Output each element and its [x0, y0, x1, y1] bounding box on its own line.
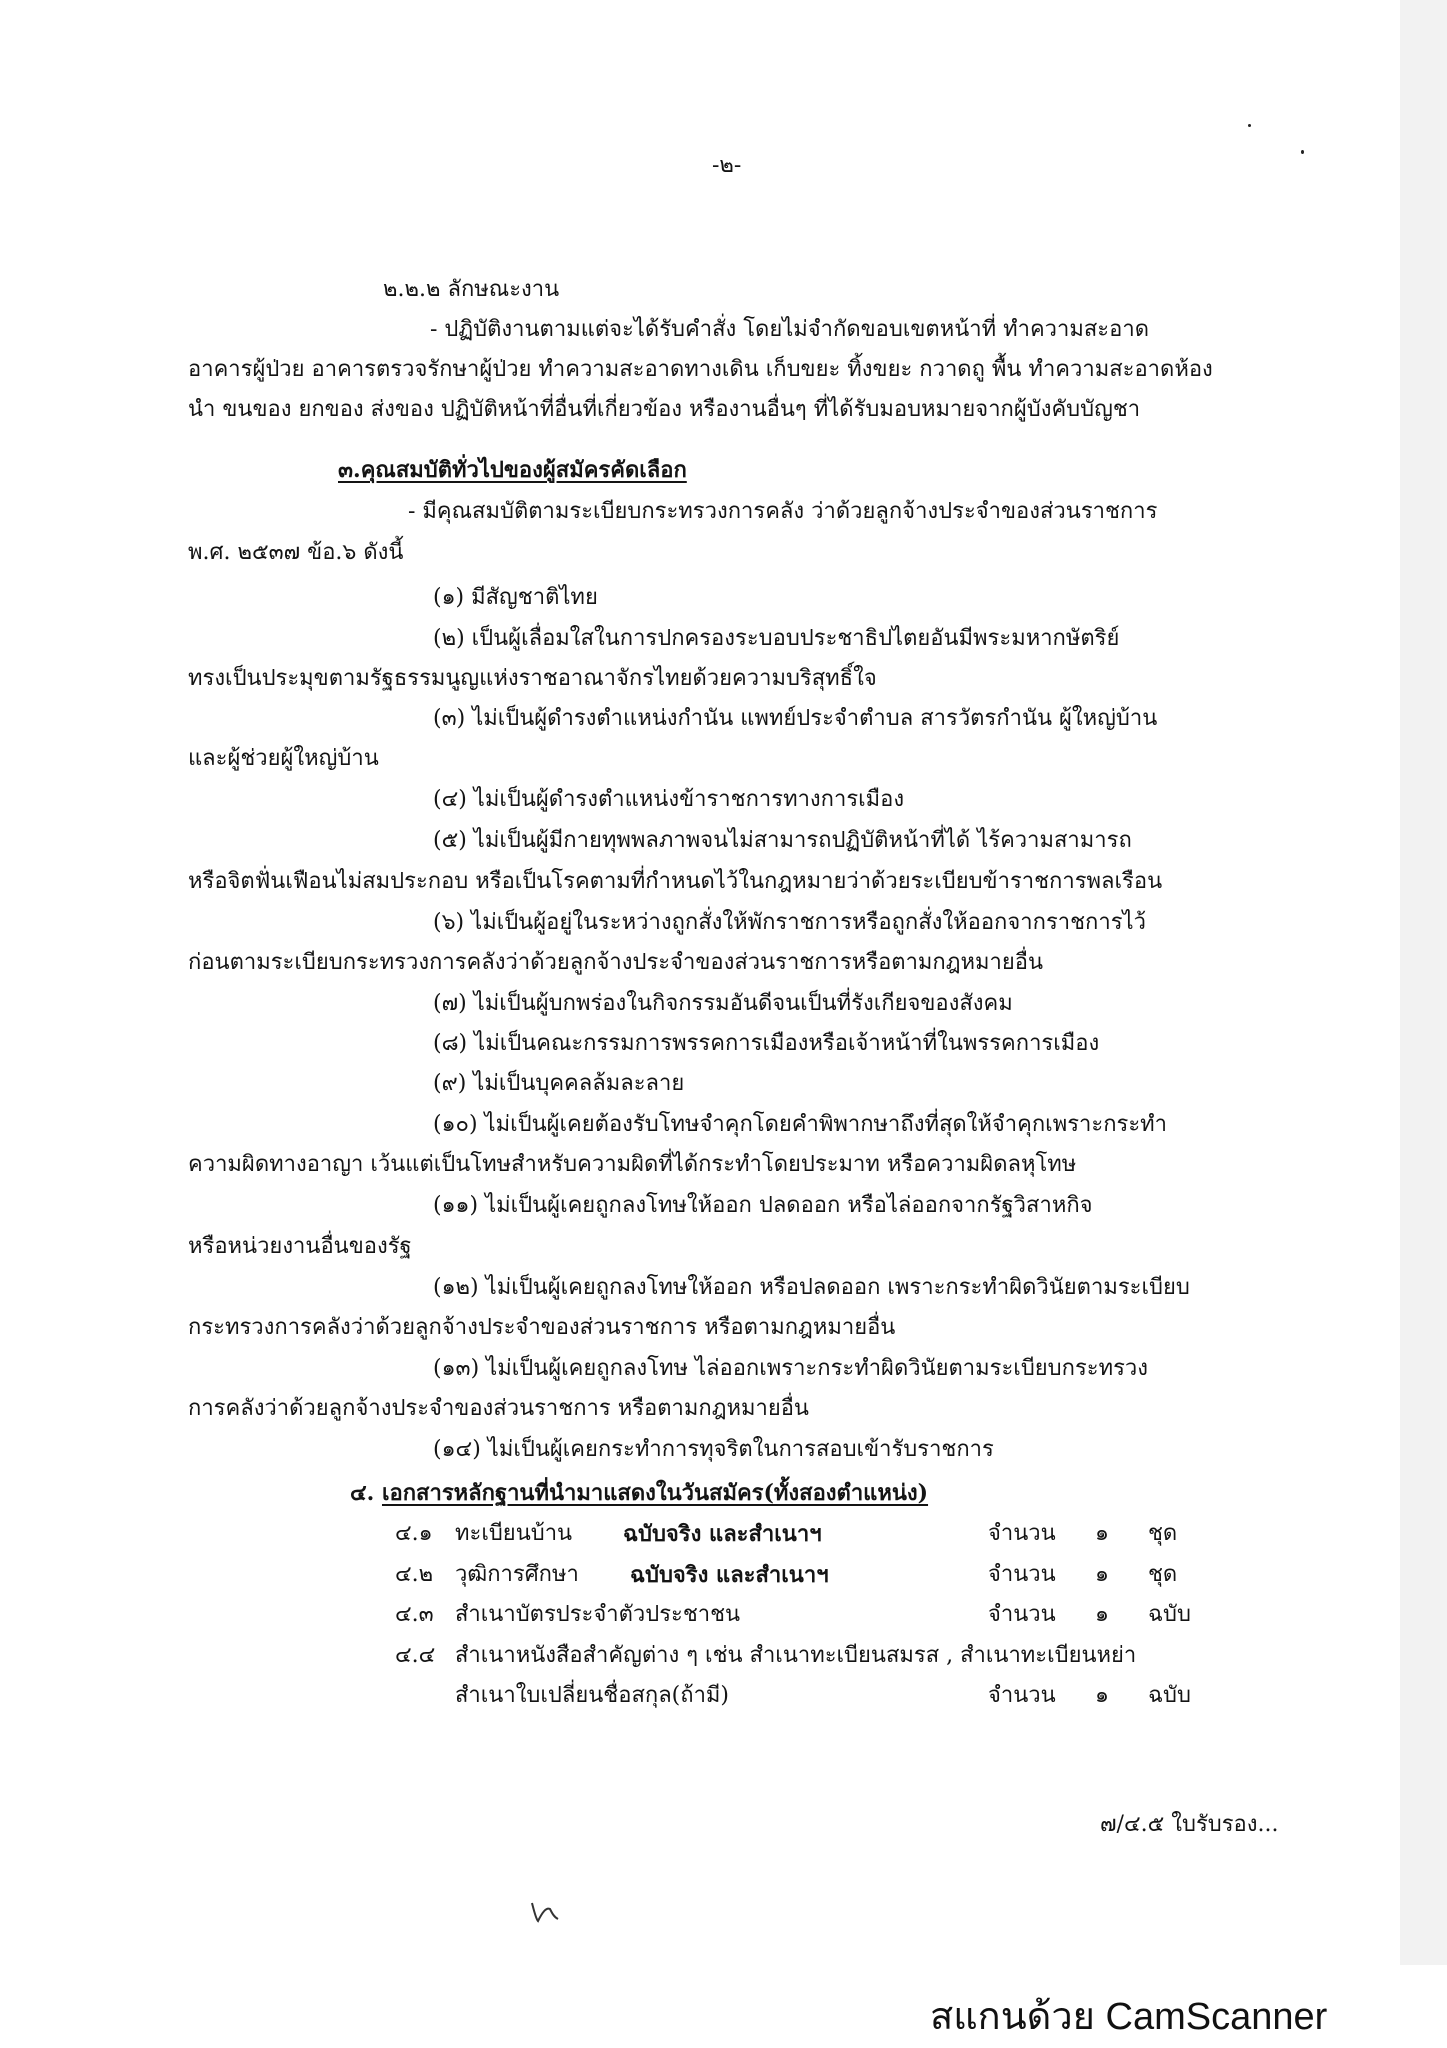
paragraph-line: อาคารผู้ป่วย อาคารตรวจรักษาผู้ป่วย ทำความสะอาดทางเดิน เก็บขยะ ทิ้งขยะ กวาดถู พื้น ทำความสะอาดห้อง: [188, 357, 1213, 382]
initial-mark: [528, 1898, 562, 1933]
paragraph-line: - ปฏิบัติงานตามแต่จะได้รับคำสั่ง โดยไม่จำกัดขอบเขตหน้าที่ ทำความสะอาด: [430, 317, 1149, 342]
document-number: ๔.๓: [395, 1602, 434, 1627]
qualification-item: (๑๔) ไม่เป็นผู้เคยกระทำการทุจริตในการสอบเข้ารับราชการ: [433, 1437, 994, 1462]
quantity-value: ๑: [1095, 1683, 1109, 1708]
camscanner-watermark: สแกนด้วย CamScanner: [930, 1996, 1328, 2038]
scan-speck: [1301, 150, 1304, 154]
qualification-item: (๑๒) ไม่เป็นผู้เคยถูกลงโทษให้ออก หรือปลดออก เพราะกระทำผิดวินัยตามระเบียบ: [433, 1275, 1190, 1300]
document-name: ทะเบียนบ้าน: [455, 1521, 573, 1546]
quantity-unit: ชุด: [1148, 1562, 1178, 1587]
qualification-item: และผู้ช่วยผู้ใหญ่บ้าน: [188, 746, 379, 771]
qualification-item: (๑๓) ไม่เป็นผู้เคยถูกลงโทษ ไล่ออกเพราะกระทำผิดวินัยตามระเบียบกระทรวง: [433, 1356, 1148, 1381]
quantity-value: ๑: [1095, 1521, 1109, 1546]
quantity-unit: ฉบับ: [1148, 1602, 1191, 1627]
qualification-item: (๖) ไม่เป็นผู้อยู่ในระหว่างถูกสั่งให้พักราชการหรือถูกสั่งให้ออกจากราชการไว้: [433, 910, 1146, 935]
document-name: วุฒิการศึกษา: [455, 1562, 579, 1587]
scan-speck: [1248, 124, 1251, 127]
quantity-unit: ฉบับ: [1148, 1683, 1191, 1708]
section-3-heading: ๓.คุณสมบัติทั่วไปของผู้สมัครคัดเลือก: [338, 457, 687, 483]
qualification-item: การคลังว่าด้วยลูกจ้างประจำของส่วนราชการ หรือตามกฎหมายอื่น: [188, 1396, 809, 1421]
qualification-item: ก่อนตามระเบียบกระทรวงการคลังว่าด้วยลูกจ้างประจำของส่วนราชการหรือตามกฎหมายอื่น: [188, 950, 1044, 975]
quantity-label: จำนวน: [988, 1683, 1056, 1708]
section-4-number: ๔.: [350, 1480, 375, 1506]
qualification-item: ทรงเป็นประมุขตามรัฐธรรมนูญแห่งราชอาณาจักรไทยด้วยความบริสุทธิ์ใจ: [188, 666, 877, 691]
handwritten-mark-icon: [528, 1899, 562, 1925]
quantity-unit: ชุด: [1148, 1521, 1178, 1546]
document-name: สำเนาบัตรประจำตัวประชาชน: [455, 1602, 741, 1627]
qualification-item: (๙) ไม่เป็นบุคคลล้มละลาย: [433, 1071, 685, 1096]
qualification-item: (๑) มีสัญชาติไทย: [433, 585, 598, 610]
qualification-item: (๑๐) ไม่เป็นผู้เคยต้องรับโทษจำคุกโดยคำพิพากษาถึงที่สุดให้จำคุกเพราะกระทำ: [433, 1112, 1168, 1137]
document-number: ๔.๔: [395, 1643, 436, 1668]
qualification-item: (๒) เป็นผู้เลื่อมใสในการปกครองระบอบประชาธิปไตยอันมีพระมหากษัตริย์: [433, 626, 1120, 651]
qualification-item: (๔) ไม่เป็นผู้ดำรงตำแหน่งข้าราชการทางการเมือง: [433, 787, 905, 812]
qualification-item: ความผิดทางอาญา เว้นแต่เป็นโทษสำหรับความผิดที่ได้กระทำโดยประมาท หรือความผิดลหุโทษ: [188, 1152, 1077, 1177]
document-name-continued: สำเนาใบเปลี่ยนชื่อสกุล(ถ้ามี): [455, 1683, 730, 1708]
document-number: ๔.๒: [395, 1562, 434, 1587]
qualification-item: (๑๑) ไม่เป็นผู้เคยถูกลงโทษให้ออก ปลดออก หรือไล่ออกจากรัฐวิสาหกิจ: [433, 1193, 1093, 1218]
section-222-heading-text: ๒.๒.๒ ลักษณะงาน: [383, 277, 560, 302]
section-222-heading: [383, 275, 559, 305]
paragraph-line: พ.ศ. ๒๕๓๗ ข้อ.๖ ดังนี้: [188, 540, 404, 565]
document-type: ฉบับจริง และสำเนาฯ: [623, 1521, 822, 1547]
page-number: -๒-: [712, 153, 742, 178]
document-name: สำเนาหนังสือสำคัญต่าง ๆ เช่น สำเนาทะเบียนสมรส , สำเนาทะเบียนหย่า: [455, 1643, 1137, 1668]
qualification-item: (๗) ไม่เป็นผู้บกพร่องในกิจกรรมอันดีจนเป็นที่รังเกียจของสังคม: [433, 991, 1013, 1016]
qualification-item: (๓) ไม่เป็นผู้ดำรงตำแหน่งกำนัน แพทย์ประจำตำบล สารวัตรกำนัน ผู้ใหญ่บ้าน: [433, 706, 1158, 731]
quantity-label: จำนวน: [988, 1562, 1056, 1587]
section-4-title: เอกสารหลักฐานที่นำมาแสดงในวันสมัคร(ทั้งสองตำแหน่ง): [381, 1480, 929, 1506]
section-4-heading: [350, 1478, 928, 1508]
document-number: ๔.๑: [395, 1521, 433, 1546]
quantity-label: จำนวน: [988, 1602, 1056, 1627]
qualification-item: (๘) ไม่เป็นคณะกรรมการพรรคการเมืองหรือเจ้าหน้าที่ในพรรคการเมือง: [433, 1031, 1100, 1056]
qualification-item: หรือหน่วยงานอื่นของรัฐ: [188, 1234, 412, 1259]
quantity-label: จำนวน: [988, 1521, 1056, 1546]
qualification-item: หรือจิตฟั่นเฟือนไม่สมประกอบ หรือเป็นโรคตามที่กำหนดไว้ในกฎหมายว่าด้วยระเบียบข้าราชการพลเรือน: [188, 869, 1163, 894]
paragraph-line: - มีคุณสมบัติตามระเบียบกระทรวงการคลัง ว่าด้วยลูกจ้างประจำของส่วนราชการ: [408, 499, 1158, 524]
scan-edge: [1400, 0, 1447, 1965]
quantity-value: ๑: [1095, 1562, 1109, 1587]
document-type: ฉบับจริง และสำเนาฯ: [630, 1562, 829, 1588]
qualification-item: (๕) ไม่เป็นผู้มีกายทุพพลภาพจนไม่สามารถปฏิบัติหน้าที่ได้ ไร้ความสามารถ: [433, 828, 1132, 853]
qualification-item: กระทรวงการคลังว่าด้วยลูกจ้างประจำของส่วนราชการ หรือตามกฎหมายอื่น: [188, 1315, 896, 1340]
continuation-note: ๗/๔.๕ ใบรับรอง...: [1100, 1812, 1279, 1837]
quantity-value: ๑: [1095, 1602, 1109, 1627]
paragraph-line: นำ ขนของ ยกของ ส่งของ ปฏิบัติหน้าที่อื่นที่เกี่ยวข้อง หรืองานอื่นๆ ที่ได้รับมอบหมายจากผู้บังคับบัญชา: [188, 397, 1141, 422]
